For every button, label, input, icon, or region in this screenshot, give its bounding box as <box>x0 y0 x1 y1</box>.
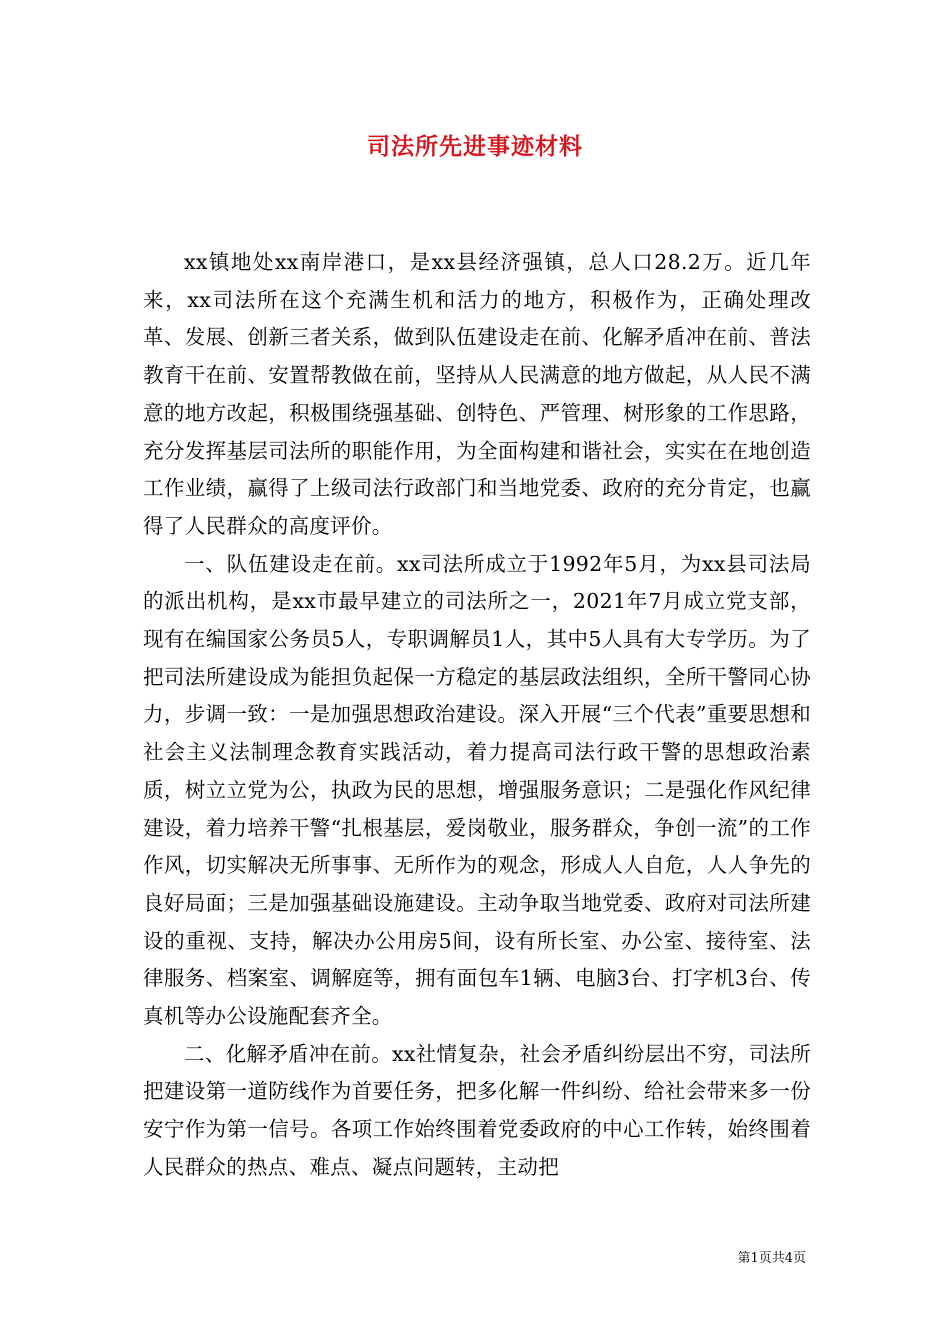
page-number-footer: 第1页共4页 <box>737 1251 806 1266</box>
paragraph-conflict-resolution: 二、化解矛盾冲在前。xx社情复杂，社会矛盾纠纷层出不穷，司法所把建设第一道防线作为首要任务，把多化解一件纠纷、给社会带来多一份安宁作为第一信号。各项工作始终围着党委政府的中心工作转，始终围着人民群众的热点、难点、凝点问题转，主动把 <box>143 1041 811 1179</box>
document-body <box>143 244 811 1187</box>
paragraph-intro: xx镇地处xx南岸港口，是xx县经济强镇，总人口28.2万。近几年来，xx司法所在这个充满生机和活力的地方，积极作为，正确处理改革、发展、创新三者关系，做到队伍建设走在前、化解矛盾冲在前、普法教育干在前、安置帮教做在前，坚持从人民满意的地方做起，从人民不满意的地方改起，积极围绕强基础、创特色、严管理、树形象的工作思路，充分发挥基层司法所的职能作用，为全面构建和谐社会，实实在在地创造工作业绩，赢得了上级司法行政部门和当地党委、政府的充分肯定，也赢得了人民群众的高度评价。 <box>143 250 811 538</box>
document-title: 司法所先进事迹材料 <box>367 133 583 160</box>
paragraph-team-building: 一、队伍建设走在前。xx司法所成立于1992年5月，为xx县司法局的派出机构，是xx市最早建立的司法所之一，2021年7月成立党支部，现有在编国家公务员5人，专职调解员1人，其中5人具有大专学历。为了把司法所建设成为能担负起保一方稳定的基层政法组织，全所干警同心协力，步调一致：一是加强思想政治建设。深入开展“三个代表”重要思想和社会主义法制理念教育实践活动，着力提高司法行政干警的思想政治素质，树立立党为公，执政为民的思想，增强服务意识；二是强化作风纪律建设，着力培养干警“扎根基层，爱岗敬业，服务群众，争创一流”的工作作风，切实解决无所事事、无所作为的观念，形成人人自危，人人争先的良好局面；三是加强基础设施建设。主动争取当地党委、政府对司法所建设的重视、支持，解决办公用房5间，设有所长室、办公室、接待室、法律服务、档案室、调解庭等，拥有面包车1辆、电脑3台、打字机3台、传真机等办公设施配套齐全。 <box>143 551 811 1029</box>
